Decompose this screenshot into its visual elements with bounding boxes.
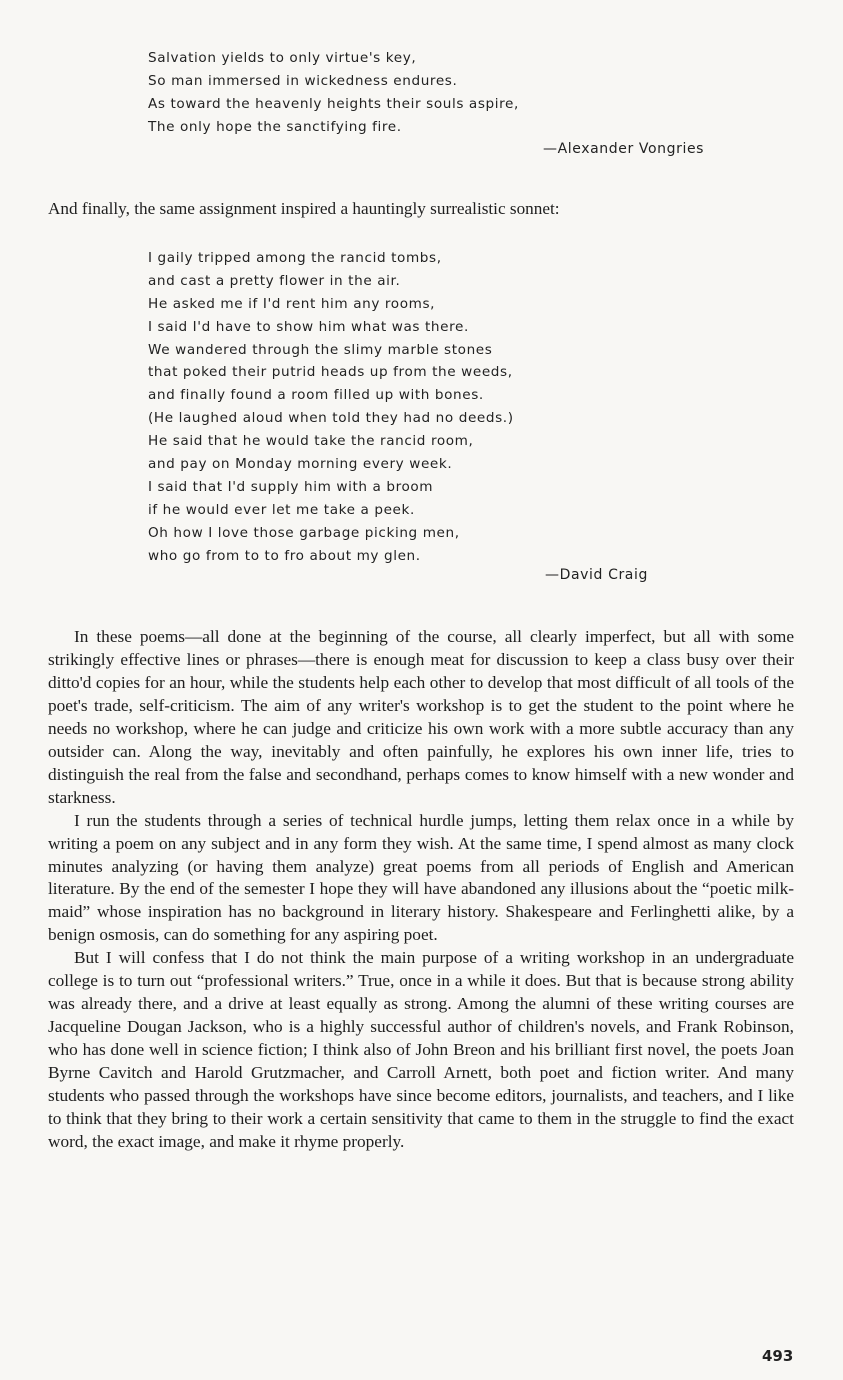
poem-vongries (148, 47, 519, 139)
poem-attribution: —David Craig (545, 567, 648, 583)
poem-line: He said that he would take the rancid room, (148, 433, 474, 450)
poem-line: Oh how I love those garbage picking men, (148, 524, 460, 541)
poem-line: and pay on Monday morning every week. (148, 456, 453, 473)
poem-line: We wandered through the slimy marble stones (148, 341, 493, 358)
poem-line: I said I'd have to show him what was there. (148, 318, 469, 335)
poem-line: if he would ever let me take a peek. (148, 501, 415, 518)
poem-attribution: —Alexander Vongries (543, 141, 705, 157)
poem-line: and cast a pretty flower in the air. (148, 272, 401, 289)
poem-line: I gaily tripped among the rancid tombs, (148, 250, 442, 266)
poem-line: and finally found a room filled up with bones. (148, 387, 484, 404)
poem-line: that poked their putrid heads up from the weeds, (148, 364, 513, 381)
poem-line: As toward the heavenly heights their souls aspire, (148, 95, 519, 112)
paragraph: I run the students through a series of technical hurdle jumps, letting them relax once in a while by writing a poem on any subject and in any form they wish. At the same time, I spend almost as many clock minutes analyzing (or having them analyze) great poems from all periods of English and American literature. By the end of the semester I hope they will have abandoned any illusions about the “poetic milkmaid” whose inspiration has no background in literary history. Shakespeare and Ferlinghetti alike, by a benign osmosis, can do something for any aspiring poet. (48, 810, 794, 945)
intro-sentence: And finally, the same assignment inspired a hauntingly surrealistic sonnet: (48, 199, 560, 218)
poem-line: He asked me if I'd rent him any rooms, (148, 295, 436, 312)
poem-line: I said that I'd supply him with a broom (148, 478, 434, 495)
body-text (48, 626, 794, 1154)
poem-line: The only hope the sanctifying fire. (148, 118, 402, 135)
poem-craig (148, 247, 514, 567)
poem-line: Salvation yields to only virtue's key, (148, 50, 417, 66)
poem-line: So man immersed in wickedness endures. (148, 72, 458, 89)
poem-line: (He laughed aloud when told they had no deeds.) (148, 410, 514, 427)
page-number: 493 (762, 1347, 794, 1365)
paragraph: But I will confess that I do not think the main purpose of a writing workshop in an undergraduate college is to turn out “professional writers.” True, once in a while it does. But that is because strong ability was already there, and a drive at least equally as strong. Among the alumni of these writing courses are Jacqueline Dougan Jackson, who is a highly successful author of children's novels, and Frank Robinson, who has done well in science fiction; I think also of John Breon and his brilliant first novel, the poets Joan Byrne Cavitch and Harold Grutzmacher, and Carroll Arnett, both poet and fiction writer. And many students who passed through the workshops have since become editors, journalists, and teachers, and I like to think that they bring to their work a certain sensitivity that came to them in the struggle to find the exact word, the exact image, and make it rhyme properly. (48, 948, 794, 1151)
paragraph: In these poems—all done at the beginning of the course, all clearly imperfect, but all with some strikingly effective lines or phrases—there is enough meat for discussion to keep a class busy over their ditto'd copies for an hour, while the students help each other to develop that most difficult of all tools of the poet's trade, self-criticism. The aim of any writer's workshop is to get the student to the point where he needs no workshop, where he can judge and criticize his own work with a more subtle accuracy than any outsider can. Along the way, inevitably and often painfully, he explores his own inner life, tries to distinguish the real from the false and secondhand, perhaps comes to know himself with a new wonder and starkness. (48, 627, 794, 807)
poem-line: who go from to to fro about my glen. (148, 547, 421, 564)
